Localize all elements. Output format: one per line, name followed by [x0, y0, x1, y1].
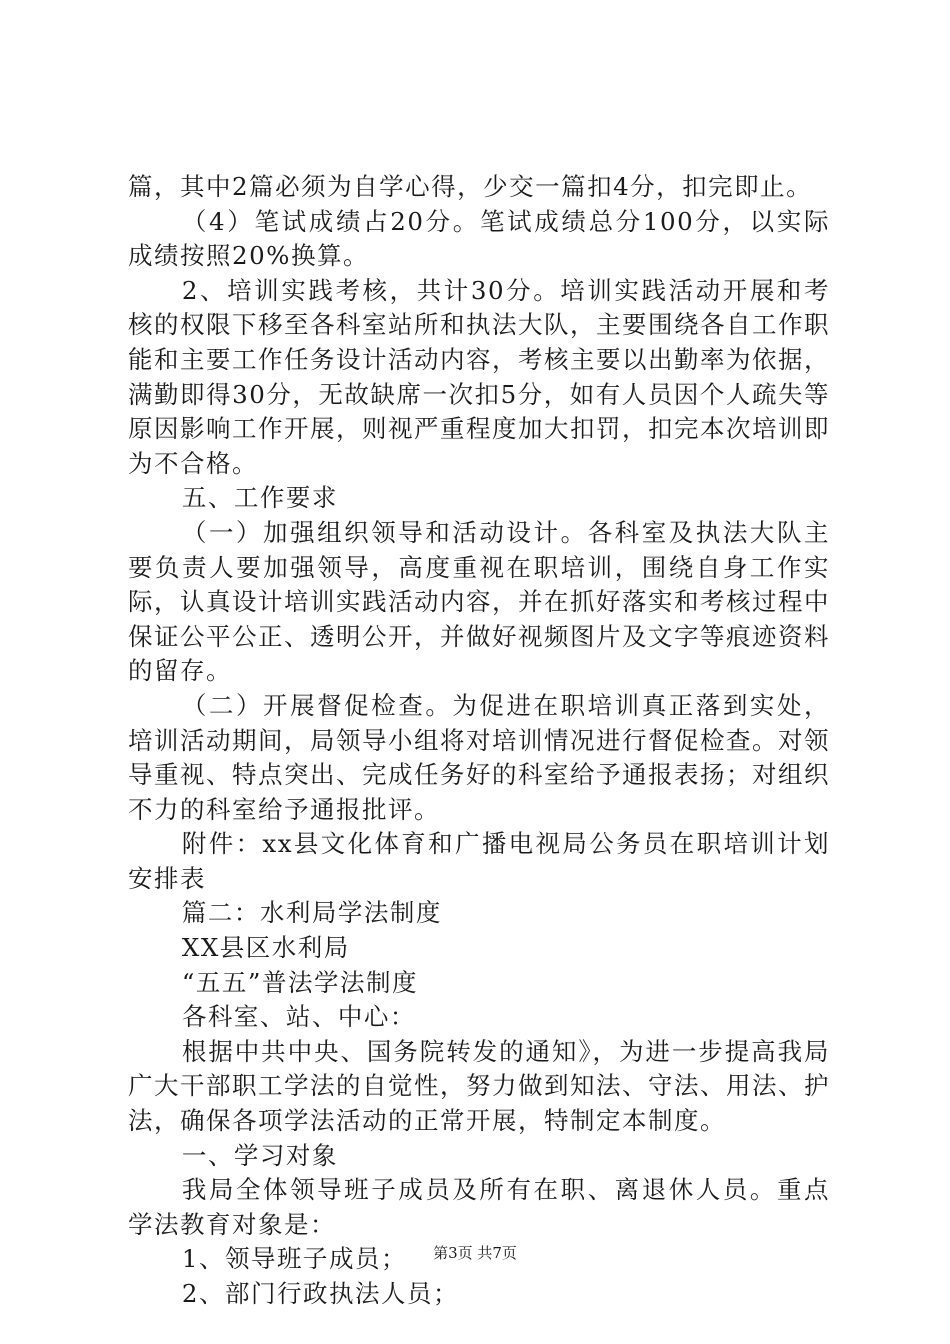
salutation: 各科室、站、中心： — [181, 1002, 416, 1032]
page-number-footer: 第3页 共7页 — [433, 1244, 517, 1262]
section-heading-study-targets: 一、学习对象 — [181, 1140, 338, 1170]
paragraph-6: 根据中共中央、国务院转发的通知》，为进一步提高我局广大干部职工学法的自觉性，努力做到知法、守法、用法、护法，确保各项学法活动的正常开展，特制定本制度。 — [128, 1036, 830, 1136]
paragraph-7: 我局全体领导班子成员及所有在职、离退休人员。重点学法教育对象是： — [128, 1175, 830, 1239]
chapter-heading: 篇二：水利局学法制度 — [181, 898, 442, 928]
paragraph-2: （4）笔试成绩占20分。笔试成绩总分100分，以实际成绩按照20%换算。 — [128, 206, 830, 271]
paragraph-5: （二）开展督促检查。为促进在职培训真正落到实处，培训活动期间，局领导小组将对培训情况进行督促检查。对领导重视、特点突出、完成任务好的科室给予通报表扬；对组织不力的科室给予通报批评。 — [128, 690, 830, 824]
list-item-2: 2、部门行政执法人员； — [181, 1279, 459, 1308]
document-body — [128, 170, 830, 1312]
section-heading-work-requirements: 五、工作要求 — [181, 483, 338, 513]
document-title: “五五”普法学法制度 — [181, 967, 418, 997]
paragraph-1: 篇，其中2篇必须为自学心得，少交一篇扣4分，扣完即止。 — [128, 172, 813, 201]
attachment-line: 附件：xx县文化体育和广播电视局公务员在职培训计划安排表 — [128, 829, 830, 893]
list-item-1: 1、领导班子成员； — [181, 1244, 407, 1274]
paragraph-3: 2、培训实践考核，共计30分。培训实践活动开展和考核的权限下移至各科室站所和执法大队，主要围绕各自工作职能和主要工作任务设计活动内容，考核主要以出勤率为依据，满勤即得30分，无故缺席一次扣5分，如有人员因个人疏失等原因影响工作开展，则视严重程度加大扣罚，扣完本次培训即为不合格。 — [128, 275, 830, 478]
organization-name: XX县区水利局 — [181, 933, 350, 963]
paragraph-4: （一）加强组织领导和活动设计。各科室及执法大队主要负责人要加强领导，高度重视在职培训，围绕自身工作实际，认真设计培训实践活动内容，并在抓好落实和考核过程中保证公平公正、透明公开，并做好视频图片及文字等痕迹资料的留存。 — [128, 517, 830, 686]
